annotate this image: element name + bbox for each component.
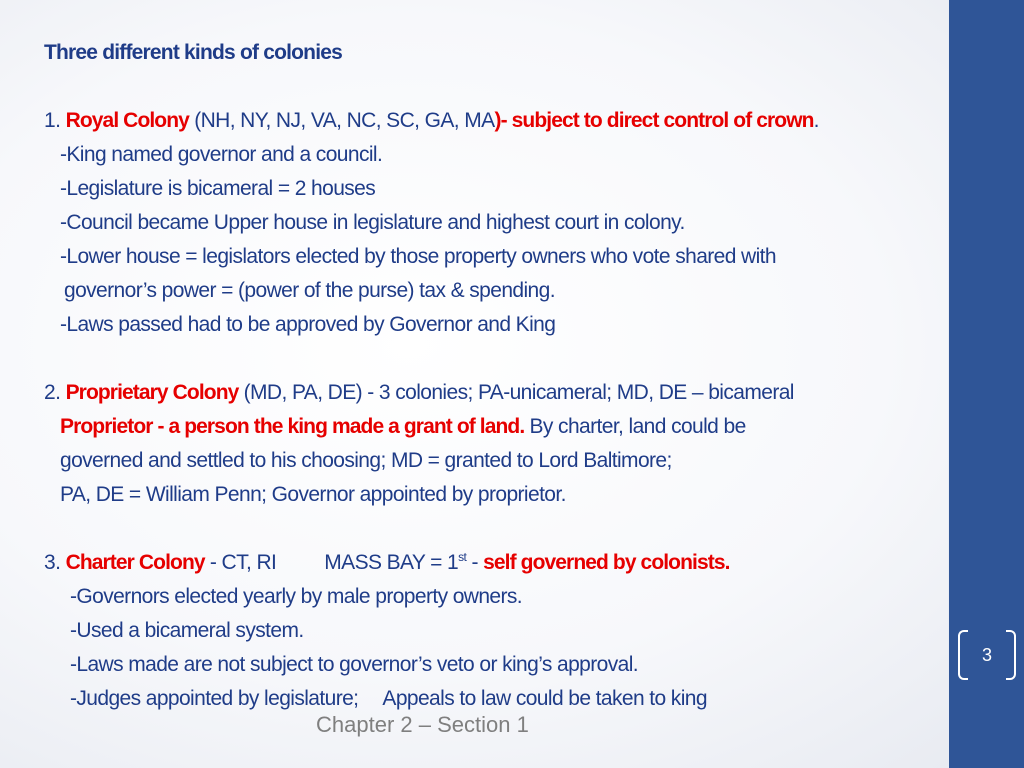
charter-point-judges <box>44 682 944 716</box>
royal-description: subject to direct control of crown <box>506 109 814 132</box>
slide-footer: Chapter 2 – Section 1 <box>316 712 529 737</box>
blank-line <box>44 70 944 104</box>
slide-number-badge <box>958 630 1016 680</box>
charter-number: 3. <box>44 551 66 574</box>
slide-body <box>44 36 944 716</box>
charter-appeals-text: Appeals to law could be taken to king <box>382 687 707 710</box>
royal-point: -Council became Upper house in legislature and highest court in colony. <box>60 211 685 234</box>
royal-colony-heading <box>44 104 944 138</box>
left-brace-icon <box>958 630 968 680</box>
charter-states: - CT, RI <box>204 551 277 574</box>
right-brace-icon <box>1006 630 1016 680</box>
slide-title: Three different kinds of colonies <box>44 41 342 64</box>
blank-line <box>44 342 944 376</box>
royal-number: 1. <box>44 109 66 132</box>
proprietary-colony-heading <box>44 376 944 410</box>
royal-point: -King named governor and a council. <box>60 143 383 166</box>
royal-point: -Lower house = legislators elected by those property owners who vote shared with <box>60 245 776 268</box>
proprietor-definition: Proprietor - a person the king made a grant of land. <box>60 415 525 438</box>
charter-point: -Governors elected yearly by male property owners. <box>70 585 523 608</box>
charter-judges-text: -Judges appointed by legislature; <box>70 687 359 710</box>
royal-point: -Legislature is bicameral = 2 houses <box>60 177 376 200</box>
charter-colony-heading <box>44 546 944 580</box>
proprietor-charter-text: By charter, land could be <box>524 415 746 438</box>
proprietary-number: 2. <box>44 381 66 404</box>
royal-colony-name: Royal Colony <box>65 109 189 132</box>
first-superscript: st <box>458 550 467 564</box>
royal-point: -Laws passed had to be approved by Governor and King <box>60 313 556 336</box>
royal-close: )- <box>494 109 507 132</box>
proprietary-states: (MD, PA, DE) - 3 colonies; PA-unicameral; MD, DE – bicameral <box>238 381 794 404</box>
charter-point: -Used a bicameral system. <box>70 619 304 642</box>
proprietary-point: PA, DE = William Penn; Governor appointed by proprietor. <box>60 483 566 506</box>
mass-bay-text: MASS BAY = 1 <box>324 551 459 574</box>
proprietor-definition-line <box>44 410 944 444</box>
charter-description: self governed by colonists. <box>483 551 730 574</box>
royal-point: governor’s power = (power of the purse) tax & spending. <box>64 279 555 302</box>
royal-period: . <box>813 109 819 132</box>
charter-point: -Laws made are not subject to governor’s veto or king’s approval. <box>70 653 639 676</box>
charter-colony-name: Charter Colony <box>65 551 205 574</box>
slide-number: 3 <box>981 645 992 665</box>
proprietary-colony-name: Proprietary Colony <box>65 381 239 404</box>
royal-states: (NH, NY, NJ, VA, NC, SC, GA, MA <box>188 109 495 132</box>
blank-line <box>44 512 944 546</box>
proprietary-point: governed and settled to his choosing; MD = granted to Lord Baltimore; <box>60 449 672 472</box>
charter-dash: - <box>466 551 484 574</box>
